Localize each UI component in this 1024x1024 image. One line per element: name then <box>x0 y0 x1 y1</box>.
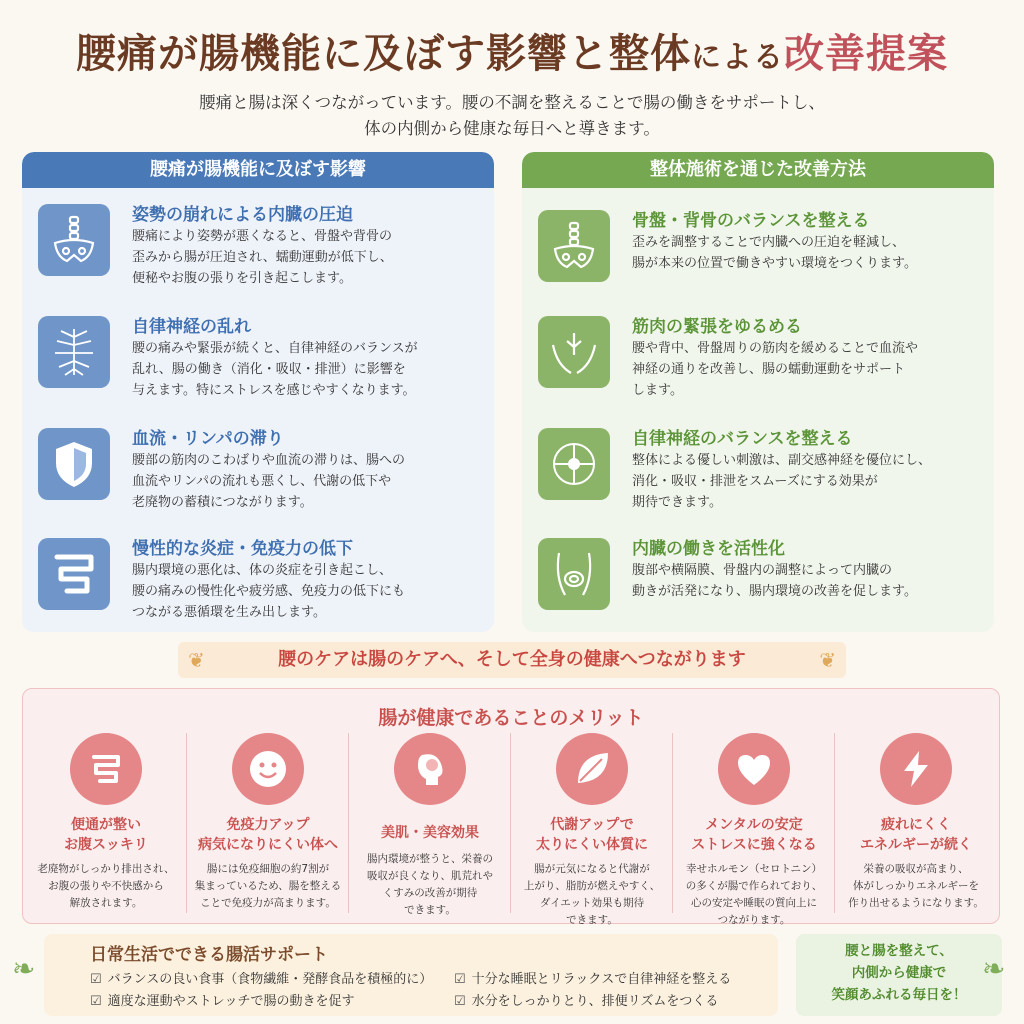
intro-line-1: 腰痛と腸は深くつながっています。腰の不調を整えることで腸の働きをサポートし、 <box>199 93 825 112</box>
balance-icon <box>538 428 610 500</box>
improvements-panel-heading: 整体施術を通じた改善方法 <box>522 152 994 188</box>
merit-title-line: エネルギーが続く <box>860 837 972 853</box>
check-icon: ☑ <box>454 994 466 1009</box>
effects-panel <box>22 152 494 632</box>
merit-title <box>673 815 835 855</box>
abdomen-icon <box>538 538 610 610</box>
spine-pelvis-icon <box>538 210 610 282</box>
checklist-text: 水分をしっかりとり、排便リズムをつくる <box>471 994 719 1009</box>
merit-title <box>835 815 997 855</box>
title-part1: 腰痛が腸機能に及ぼす影響と整体 <box>76 31 691 77</box>
effect-item-title: 姿勢の崩れによる内臓の圧迫 <box>132 205 353 225</box>
body-line: 老廃物の蓄積につながります。 <box>132 495 313 510</box>
improvement-item-title: 骨盤・背骨のバランスを整える <box>632 211 870 231</box>
body-line: 栄養の吸収が高まり、 <box>863 863 969 875</box>
merit-item <box>673 733 835 926</box>
merit-title-line: メンタルの安定 <box>705 817 803 833</box>
body-line: 体がしっかりエネルギーを <box>853 880 979 892</box>
effect-item-title: 自律神経の乱れ <box>132 317 251 337</box>
checklist-item <box>90 990 355 1009</box>
merit-title-line: 疲れにくく <box>881 817 951 833</box>
effect-item-body <box>132 226 492 289</box>
merit-item <box>25 733 187 913</box>
checklist-text: 十分な睡眠とリラックスで自律神経を整える <box>471 972 732 987</box>
heart-icon <box>718 733 790 805</box>
body-line: 集まっているため、腸を整える <box>194 880 342 892</box>
merit-title <box>349 823 511 843</box>
body-line: 歪みを調整することで内臓への圧迫を軽減し、 <box>632 235 906 250</box>
title-part3: 改善提案 <box>784 31 948 77</box>
body-line: 腸内環境の悪化は、体の炎症を引き起こし、 <box>132 563 393 578</box>
body-line: 腰や背中、骨盤周りの筋肉を緩めることで血流や <box>632 341 919 356</box>
body-line: 腰の痛みや緊張が続くと、自律神経のバランスが <box>132 341 418 356</box>
daily-heading: 日常生活でできる腸活サポート <box>90 945 328 965</box>
body-line: 心の安定や睡眠の質向上に <box>691 897 817 909</box>
checklist-item <box>454 990 718 1009</box>
check-icon: ☑ <box>90 972 102 987</box>
body-line: 整体による優しい刺激は、副交感神経を優位にし、 <box>632 453 932 468</box>
hands-icon <box>538 316 610 388</box>
improvement-item-title: 自律神経のバランスを整える <box>632 429 853 449</box>
body-line: 腰部の筋肉のこわばりや血流の滞りは、腸への <box>132 453 406 468</box>
improvement-item-body <box>632 232 992 274</box>
page-title <box>0 22 1024 79</box>
leaf-icon <box>556 733 628 805</box>
merit-body <box>187 861 349 912</box>
body-line: お腹の張りや不快感から <box>48 880 164 892</box>
merits-heading: 腸が健康であることのメリット <box>378 707 644 729</box>
body-line: します。 <box>632 383 683 398</box>
merit-title-line: 代謝アップで <box>550 817 634 833</box>
effect-item-body <box>132 560 492 623</box>
merit-title-line: 太りにくい体質に <box>536 837 648 853</box>
wheat-icon: ❦ <box>188 648 205 672</box>
body-line: 期待できます。 <box>632 495 722 510</box>
body-line: 血流やリンパの流れも悪くし、代謝の低下や <box>132 474 392 489</box>
body-line: 腸には免疫細胞の約7割が <box>206 863 330 875</box>
body-line: 上がり、脂肪が燃えやすく、 <box>523 880 661 892</box>
merit-item <box>835 733 997 913</box>
merits-section <box>22 688 1000 924</box>
improvement-item-body <box>632 560 992 602</box>
checklist-text: 適度な運動やストレッチで腸の動きを促す <box>107 994 355 1009</box>
improvements-panel <box>522 152 994 632</box>
body-line: 作り出せるようになります。 <box>848 897 984 909</box>
merit-item <box>187 733 349 913</box>
body-line: ダイエット効果も期待 <box>539 897 645 909</box>
closing-line: 内側から健康で <box>851 965 947 981</box>
body-line: 乱れ、腸の働き（消化・吸収・排泄）に影響を <box>132 362 406 377</box>
merit-title-line: 美肌・美容効果 <box>381 825 479 841</box>
merit-title <box>25 815 187 855</box>
effect-item-title: 慢性的な炎症・免疫力の低下 <box>132 539 353 559</box>
sprig-icon: ❧ <box>12 952 36 985</box>
merit-title-line: 便通が整い <box>71 817 141 833</box>
body-line: くすみの改善が期待 <box>382 887 478 899</box>
improvement-item-body <box>632 338 992 401</box>
shield-icon <box>38 428 110 500</box>
improvement-item-title: 内臓の働きを活性化 <box>632 539 785 559</box>
merit-item <box>511 733 673 926</box>
checklist-item <box>90 968 432 987</box>
merit-body <box>349 851 511 919</box>
daily-support-section <box>44 934 778 1016</box>
body-line: の多くが腸で作られており、 <box>685 880 823 892</box>
merit-title-line: 免疫力アップ <box>226 817 310 833</box>
merit-title-line: ストレスに強くなる <box>691 837 817 853</box>
intestine-icon <box>38 538 110 610</box>
merit-body <box>511 861 673 929</box>
banner-text: 腰のケアは腸のケアへ、そして全身の健康へつながります <box>278 649 746 670</box>
sprig-icon: ❧ <box>982 952 1006 985</box>
lightning-icon <box>880 733 952 805</box>
checklist-item <box>454 968 731 987</box>
face-icon <box>394 733 466 805</box>
checklist-text: バランスの良い食事（食物繊維・発酵食品を積極的に） <box>107 972 433 987</box>
body-line: 解放されます。 <box>69 897 143 909</box>
improvement-item-body <box>632 450 992 513</box>
merit-title <box>511 815 673 855</box>
smile-icon <box>232 733 304 805</box>
merit-body <box>673 861 835 929</box>
effect-item-title: 血流・リンパの滞り <box>132 429 284 449</box>
key-message-banner <box>178 642 846 678</box>
closing-line: 腰と腸を整えて、 <box>845 943 953 959</box>
body-line: 与えます。特にストレスを感じやすくなります。 <box>132 383 416 398</box>
spine-pelvis-icon <box>38 204 110 276</box>
body-line: 腰の痛みの慢性化や疲労感、免疫力の低下にも <box>132 584 406 599</box>
body-line: 動きが活発になり、腸内環境の改善を促します。 <box>632 584 917 599</box>
title-part2: による <box>691 40 784 75</box>
body-line: 腸が本来の位置で働きやすい環境をつくります。 <box>632 256 917 271</box>
check-icon: ☑ <box>90 994 102 1009</box>
merit-body <box>835 861 997 912</box>
merit-title-line: 病気になりにくい体へ <box>198 837 338 853</box>
wheat-icon: ❦ <box>819 648 836 672</box>
closing-message <box>796 934 1002 1016</box>
body-line: つながる悪循環を生み出します。 <box>132 605 326 620</box>
check-icon: ☑ <box>454 972 466 987</box>
closing-line: 笑顔あふれる毎日を！ <box>831 987 967 1003</box>
body-line: 老廃物がしっかり排出され、 <box>37 863 175 875</box>
merit-title <box>187 815 349 855</box>
body-line: 腰痛により姿勢が悪くなると、骨盤や背骨の <box>132 229 393 244</box>
body-line: 吸収が良くなり、肌荒れや <box>367 870 493 882</box>
body-line: 消化・吸収・排泄をスムーズにする効果が <box>632 474 878 489</box>
nerves-icon <box>38 316 110 388</box>
merit-body <box>25 861 187 912</box>
effect-item-body <box>132 450 492 513</box>
body-line: 腹部や横隔膜、骨盤内の調整によって内臓の <box>632 563 893 578</box>
body-line: ことで免疫力が高まります。 <box>200 897 336 909</box>
intro-line-2: 体の内側から健康な毎日へと導きます。 <box>364 119 660 138</box>
merit-title-line: お腹スッキリ <box>64 837 148 853</box>
body-line: できます。 <box>566 914 618 926</box>
body-line: 腸が元気になると代謝が <box>534 863 650 875</box>
body-line: 幸せホルモン（セロトニン） <box>685 863 823 875</box>
body-line: 歪みから腸が圧迫され、蠕動運動が低下し、 <box>132 250 393 265</box>
effect-item-body <box>132 338 492 401</box>
merit-item <box>349 733 511 916</box>
intestine-icon <box>70 733 142 805</box>
body-line: 便秘やお腹の張りを引き起こします。 <box>132 271 352 286</box>
effects-panel-heading: 腰痛が腸機能に及ぼす影響 <box>22 152 494 188</box>
body-line: 神経の通りを改善し、腸の蠕動運動をサポート <box>632 362 906 377</box>
intro-text <box>0 90 1024 142</box>
body-line: 腸内環境が整うと、栄養の <box>367 853 493 865</box>
improvement-item-title: 筋肉の緊張をゆるめる <box>632 317 802 337</box>
body-line: できます。 <box>404 904 456 916</box>
body-line: つながります。 <box>717 914 791 926</box>
